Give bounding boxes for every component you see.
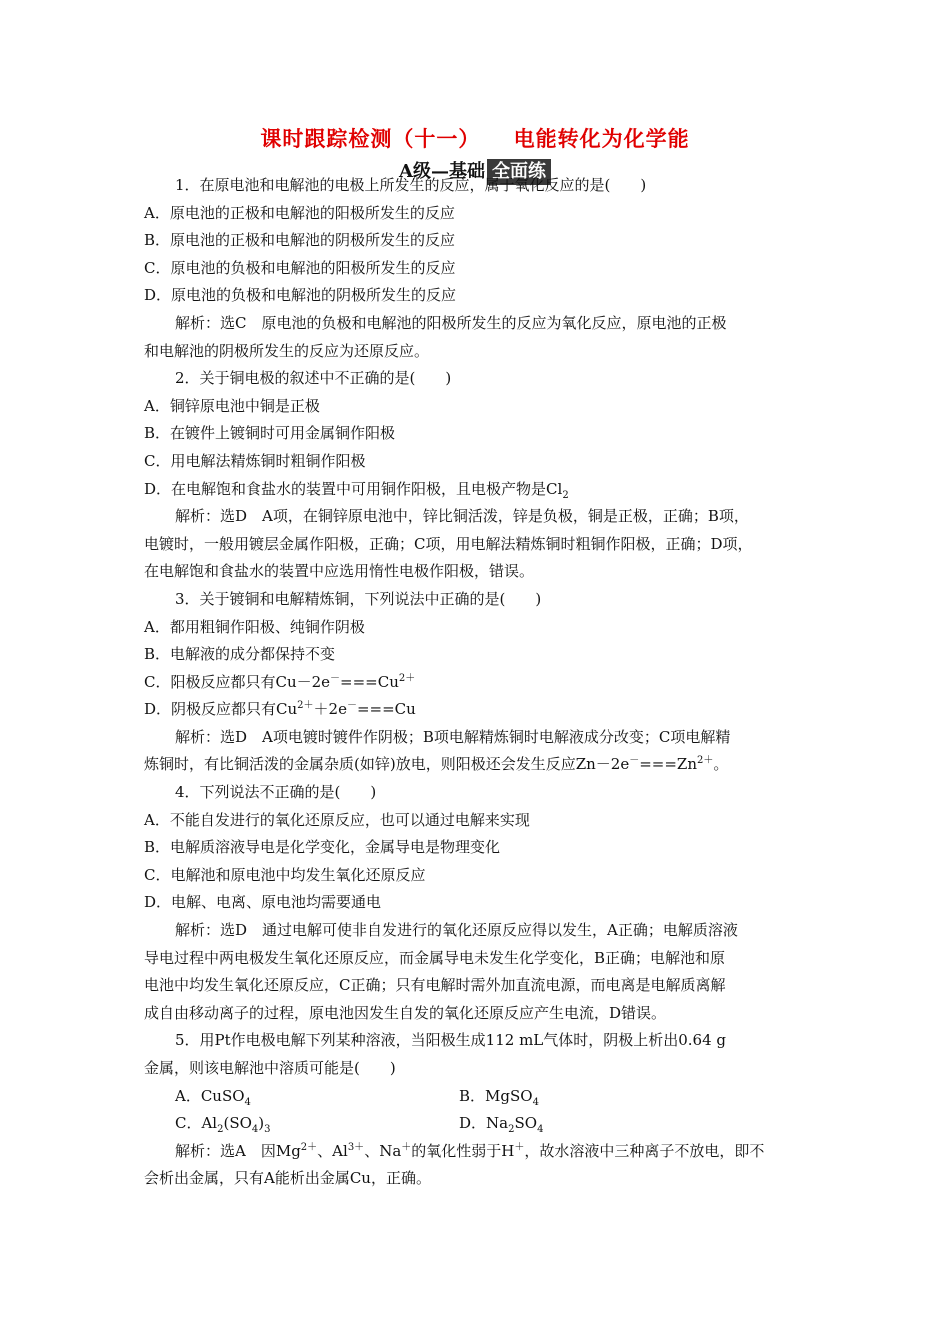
question-5-option-d: D．$Na_2SO_4$ (459, 1114, 544, 1136)
question-3-explanation-line: 炼铜时，有比铜活泼的金属杂质(如锌)放电，则阳极还会发生反应$Zn-2e^-===Zn^{2+}$。 (144, 755, 729, 774)
question-1-explanation-line: 和电解池的阴极所发生的反应为还原反应。 (144, 341, 430, 360)
question-1-explanation-line: 解析：选C 原电池的负极和电解池的阳极所发生的反应为氧化反应，原电池的正极 (175, 313, 727, 332)
question-2-explanation-line: 在电解饱和食盐水的装置中应选用惰性电极作阳极，错误。 (144, 562, 535, 581)
question-5-options-row (144, 1083, 809, 1111)
question-5-option-a: A．CuSO$_4$ (175, 1086, 251, 1108)
question-2-explanation-line: 解析：选D A项，在铜锌原电池中，锌比铜活泼，锌是负极，铜是正极，正确；B项， (175, 507, 749, 526)
question-4-explanation-line: 电池中均发生氧化还原反应，C正确；只有电解时需外加直流电源，而电离是电解质离解 (144, 976, 726, 995)
question-5-options-row (144, 1110, 809, 1138)
question-4-option-c: C．电解池和原电池中均发生氧化还原反应 (144, 865, 426, 884)
question-4-explanation-line: 导电过程中两电极发生氧化还原反应，而金属导电未发生化学变化，B正确；电解池和原 (144, 948, 726, 967)
question-3-option-b: B．电解液的成分都保持不变 (144, 645, 336, 664)
question-3-option-a: A．都用粗铜作阳极、纯铜作阴极 (144, 617, 365, 636)
question-2-explanation-line: 电镀时，一般用镀层金属作阳极，正确；C项，用电解法精炼铜时粗铜作阳极，正确；D项， (144, 534, 753, 553)
question-4-option-b: B．电解质溶液导电是化学变化，金属导电是物理变化 (144, 838, 501, 857)
page-title: 课时跟踪检测（十一） 电能转化为化学能 (260, 127, 690, 151)
question-1-option-b: B．原电池的正极和电解池的阴极所发生的反应 (144, 231, 456, 250)
question-2-option-b: B．在镀件上镀铜时可用金属铜作阳极 (144, 424, 396, 443)
question-1-option-d: D．原电池的负极和电解池的阴极所发生的反应 (144, 286, 457, 305)
question-3-option-d: D．阴极反应都只有$Cu^{2+}+2e^-===Cu$ (144, 700, 416, 719)
question-4-option-a: A．不能自发进行的氧化还原反应，也可以通过电解来实现 (144, 810, 530, 829)
question-5-stem: 金属，则该电解池中溶质可能是( ) (144, 1059, 396, 1077)
question-3-explanation-line: 解析：选D A项电镀时镀件作阴极；B项电解精炼铜时电解液成分改变；C项电解精 (175, 727, 731, 746)
question-4-explanation-line: 解析：选D 通过电解可使非自发进行的氧化还原反应得以发生，A正确；电解质溶液 (175, 921, 738, 940)
question-2-stem: 2．关于铜电极的叙述中不正确的是( ) (175, 369, 452, 388)
question-5-explanation-line: 会析出金属，只有A能析出金属Cu，正确。 (144, 1169, 431, 1188)
question-2-option-d: D．在电解饱和食盐水的装置中可用铜作阳极，且电极产物是$Cl_2$ (144, 479, 569, 501)
question-2-option-c: C．用电解法精炼铜时粗铜作阳极 (144, 451, 366, 470)
question-3-option-c: C．阳极反应都只有$Cu-2e^-===Cu^{2+}$ (144, 672, 416, 691)
question-list (144, 168, 809, 1193)
level-badge: 全面练 (487, 159, 551, 185)
question-4-stem: 4．下列说法不正确的是( ) (175, 783, 377, 802)
question-1-option-c: C．原电池的负极和电解池的阳极所发生的反应 (144, 258, 456, 277)
question-5-option-c: C．$Al_2(SO_4)_3$ (175, 1114, 271, 1136)
question-5-option-b: B．MgSO$_4$ (459, 1086, 539, 1108)
question-3-stem: 3．关于镀铜和电解精炼铜，下列说法中正确的是( ) (175, 589, 542, 608)
question-5-explanation-line: 解析：选A 因$Mg^{2+}$、$Al^{3+}$、Na＋的氧化性弱于H＋，故水溶液中三种离子不放电，即不 (175, 1141, 765, 1160)
question-1-option-a: A．原电池的正极和电解池的阳极所发生的反应 (144, 203, 455, 222)
question-5-stem: 5．用Pt作电极电解下列某种溶液，当阳极生成112 mL气体时，阴极上析出0.64 g (175, 1031, 727, 1050)
question-2-option-a: A．铜锌原电池中铜是正极 (144, 396, 320, 415)
level-prefix: A级—基础 (399, 161, 485, 182)
question-4-option-d: D．电解、电离、原电池均需要通电 (144, 893, 382, 912)
question-1-stem: 1．在原电池和电解池的电极上所发生的反应，属于氧化反应的是( ) (175, 176, 647, 194)
question-4-explanation-line: 成自由移动离子的过程，原电池因发生自发的氧化还原反应产生电流，D错误。 (144, 1003, 667, 1022)
